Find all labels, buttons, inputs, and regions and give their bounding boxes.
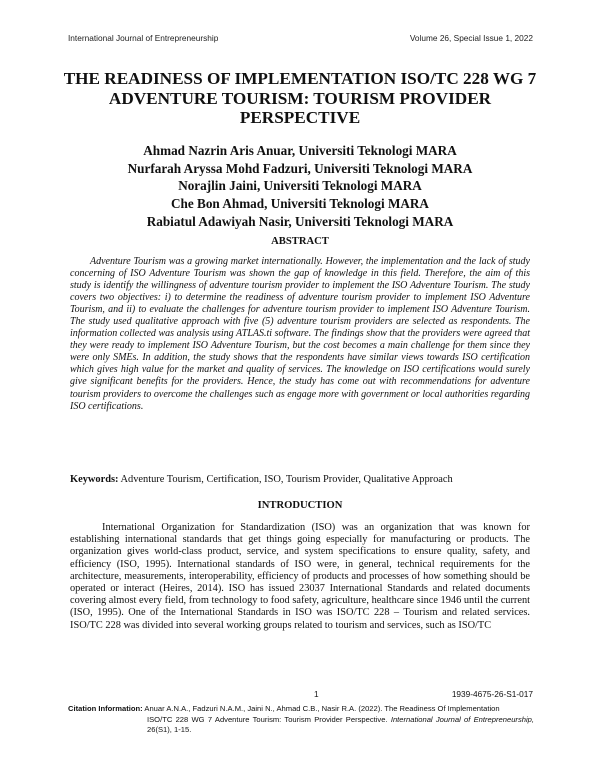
abstract-text: Adventure Tourism was a growing market internationally. However, the implementation and the lack of study concerning of ISO Adventure Tourism was shown the gap of knowledge in this field. Therefore, the aim of this study is identify the willingness of adventure tourism provider to implement the ISO Adventure Tourism. The study covers two objectives: i) to determine the readiness of adventure tourism provider to implement ISO Adventure Tourism, and ii) to evaluate the challenges for adventure tourism provider to implement ISO Adventure Tourism. The study used qualitative approach with five (5) adventure tourism providers are selected as respondents. The information collected was analysis using ATLAS.ti software. The findings show that the providers were agreed that they were ready to implement ISO Adventure Tourism, but the cost becomes a main challenge for them since they were only SMEs. In addition, the study shows that the respondents have similar views towards ISO certification which gives high value for the market and quality of services. The knowledge on ISO certifications would surely give significant benefits for the providers. Hence, the study has come out with recommendations for adventure tourism providers to overcome the challenges such as engage more with government or local authorities regarding ISO certifications. [70,256,530,412]
author-3: Norajlin Jaini, Universiti Teknologi MARA [178,178,422,194]
introduction-heading: INTRODUCTION [257,500,343,511]
citation-label: Citation Information: [68,704,143,713]
introduction-text: International Organization for Standardization (ISO) was an organization that was known for establishing international standards that get things going especially for manufacturing or products. The organization gives world-class product, service, and system specifications to ensure quality, safety, and efficiency (ISO, 1995). International standards of ISO were, in general, technical requirements for the architecture, measurements, interoperability, efficiency of products and processes of how something should be operated or interact (Heires, 2014). ISO has issued 23037 International Standards and related documents covering almost every field, from technology to food safety, agriculture, healthcare since 1946 until the current (ISO, 1995). One of the International Standards in ISO was ISO/TC 228 – Tourism and related services. ISO/TC 228 was divided into several working groups related to tourism and services, such as ISO/TC [70,522,530,631]
citation-journal: International Journal of Entrepreneurship, [390,714,534,724]
citation-volume: 26(S1), 1-15. [147,725,192,735]
author-list [60,142,540,231]
keywords-text: Adventure Tourism, Certification, ISO, Tourism Provider, Qualitative Approach [120,474,453,485]
author-4: Che Bon Ahmad, Universiti Teknologi MARA [171,196,429,212]
journal-name: International Journal of Entrepreneurship [68,33,219,43]
abstract-heading: ABSTRACT [271,236,329,247]
keywords [70,474,540,485]
citation-information [68,704,534,736]
citation-title-tail: ISO/TC 228 WG 7 Adventure Tourism: Tourism Provider Perspective. [147,714,388,724]
author-2: Nurfarah Aryssa Mohd Fadzuri, Universiti Teknologi MARA [127,160,473,176]
issue-info: Volume 26, Special Issue 1, 2022 [409,33,533,43]
paper-title: THE READINESS OF IMPLEMENTATION ISO/TC 228 WG 7 ADVENTURE TOURISM: TOURISM PROVIDER PERSPECTIVE [63,69,537,127]
document-code: 1939-4675-26-S1-017 [451,689,533,699]
author-1: Ahmad Nazrin Aris Anuar, Universiti Teknologi MARA [143,143,457,158]
citation-line-2 [68,715,534,736]
author-5: Rabiatul Adawiyah Nasir, Universiti Teknologi MARA [146,213,454,229]
keywords-label: Keywords: [70,474,119,485]
citation-text: Anuar A.N.A., Fadzuri N.A.M., Jaini N., Ahmad C.B., Nasir R.A. (2022). The Readiness Of Implementation [144,704,500,713]
page-number: 1 [314,689,319,699]
